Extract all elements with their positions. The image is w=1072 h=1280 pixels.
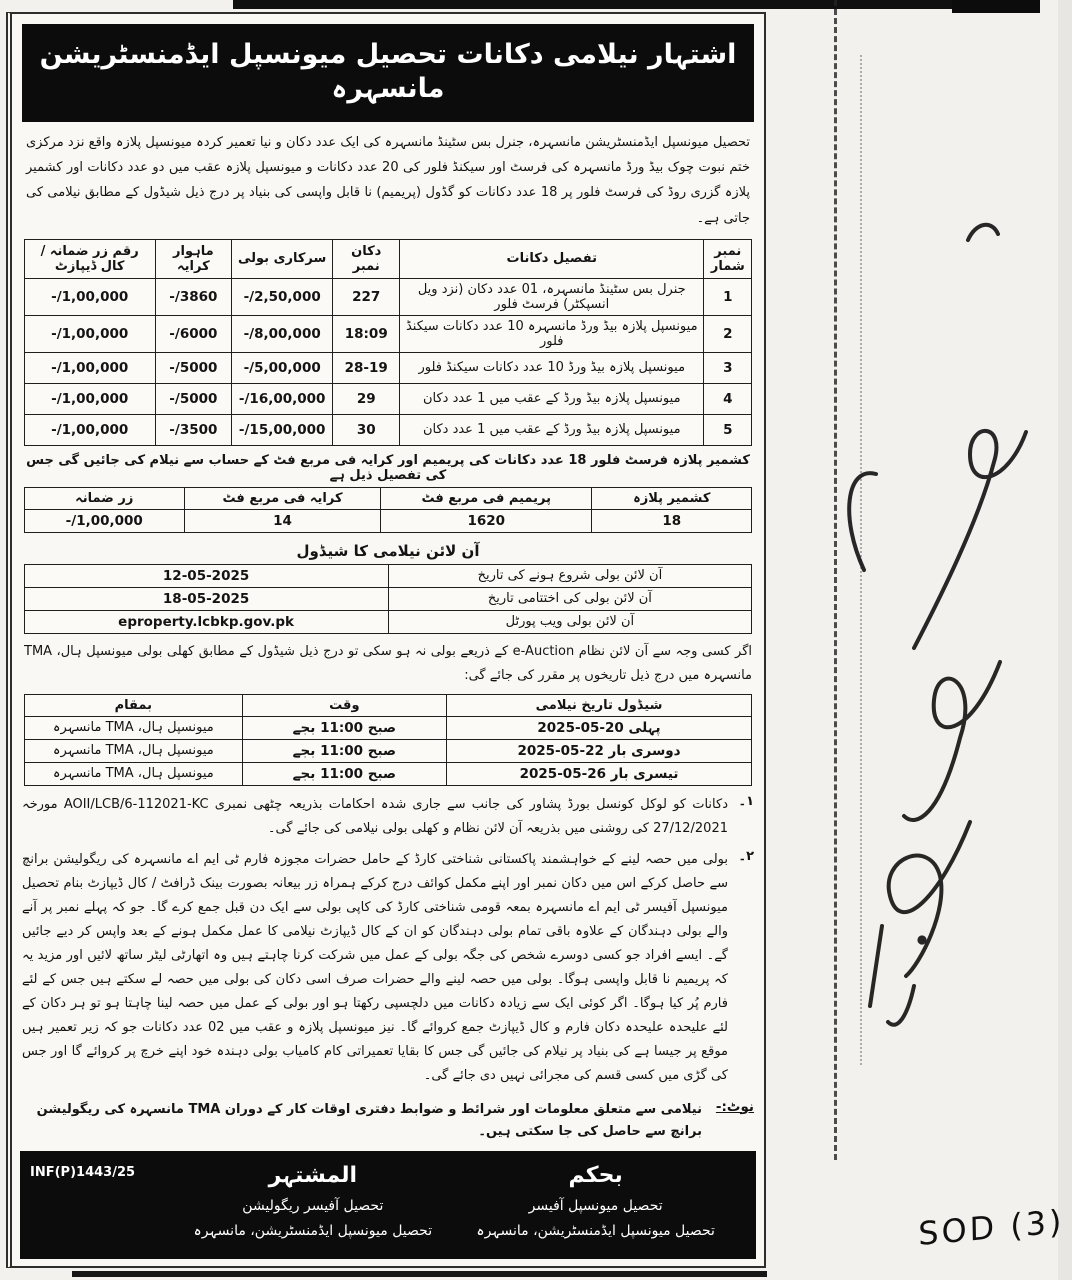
shops-auction-table [24, 239, 753, 446]
advertiser-block [180, 1159, 445, 1245]
cell-monthly-rent: 3860/- [155, 278, 231, 315]
table-row [24, 509, 752, 532]
cell-serial: 5 [704, 414, 752, 445]
cell-time: صبح 11:00 بجے [242, 716, 446, 739]
open-auction-table [24, 694, 753, 786]
cell-venue: میونسپل ہال، TMA مانسہرہ [24, 739, 242, 762]
table-row [24, 352, 752, 383]
col-premium-sqft: پریمیم فی مربع فٹ [381, 487, 592, 509]
note-text: نیلامی سے متعلق معلومات اور شرائط و ضوابط دفتری اوقات کار کے دوران TMA مانسہرہ کی ریگولیشن برانچ سے حاصل کی جا سکتی ہیں۔ [36, 1101, 702, 1139]
scan-edge-strip [233, 0, 1035, 9]
cell-monthly-rent: 3500/- [155, 414, 231, 445]
col-rent-sqft: کرایہ فی مربع فٹ [184, 487, 380, 509]
col-deposit: رقم زر ضمانہ / کال ڈیپازٹ [24, 239, 155, 278]
schedule-label: آن لائن بولی شروع ہونے کی تاریخ [388, 564, 752, 587]
cell-serial: 4 [704, 383, 752, 414]
cell-govt-bid: 8,00,000/- [232, 315, 333, 352]
schedule-value: 18-05-2025 [24, 587, 388, 610]
cell-auction-date: تیسری بار 26-05-2025 [446, 762, 752, 785]
col-monthly-rent: ماہوار کرایہ [155, 239, 231, 278]
col-shop-number: دکان نمبر [333, 239, 400, 278]
term-text: دکانات کو لوکل کونسل بورڈ پشاور کی جانب سے جاری شدہ احکامات بذریعہ چٹھی نمبری AOII/LCB/6-112021-KC مورخہ 27/12/2021 کی روشنی میں بذریعہ آن لائن نظام و کھلی بولی نیلامی کی جائے گی۔ [22, 796, 728, 837]
advertiser-line2: تحصیل میونسپل ایڈمنسٹریشن، مانسہرہ [193, 1222, 433, 1239]
cell-detail: میونسپل پلازہ بیڈ ورڈ 10 عدد دکانات سیکنڈ فلور [400, 352, 704, 383]
table-row [24, 739, 752, 762]
table-row [24, 315, 752, 352]
term-number: ۱۔ [738, 793, 754, 809]
table-header-row [24, 487, 752, 509]
cell-govt-bid: 5,00,000/- [232, 352, 333, 383]
by-order-line1: تحصیل میونسپل آفیسر [528, 1197, 663, 1214]
term-item-2 [22, 848, 754, 1088]
intro-paragraph: تحصیل میونسپل ایڈمنسٹریشن مانسہرہ، جنرل بس سٹینڈ مانسہرہ کی ایک عدد دکان و نیا تعمیر کردہ میونسپل پلازہ واقع نزد مرکزی ختم نبوت چوک بیڈ ورڈ مانسہرہ کی فرسٹ اور سیکنڈ فلور کی 20 عدد دکانات و میونسپل پلازہ عقب میں دو عدد دکانات اور کشمیر پلازہ گزری روڈ کی فرسٹ فلور پر 18 عدد دکانات کو گڈول (پریمیم) نا قابل واپسی کی بنیاد پر درج ذیل شیڈول کے مطابق نیلامی کی جاتی ہے۔ [26, 134, 750, 226]
schedule-value: 12-05-2025 [24, 564, 388, 587]
by-order-block [445, 1159, 746, 1245]
col-detail: تفصیل دکانات [400, 239, 704, 278]
col-security: زر ضمانہ [24, 487, 184, 509]
cell-deposit: 1,00,000/- [24, 278, 155, 315]
cell-venue: میونسپل ہال، TMA مانسہرہ [24, 716, 242, 739]
scan-edge-blob [952, 0, 1040, 13]
col-auction-date: شیڈول تاریخ نیلامی [446, 694, 752, 716]
table-header-row [24, 694, 752, 716]
cell-govt-bid: 2,50,000/- [232, 278, 333, 315]
cell-time: صبح 11:00 بجے [242, 739, 446, 762]
web-portal-url: eproperty.lcbkp.gov.pk [24, 610, 388, 633]
cell-detail: میونسپل پلازہ بیڈ ورڈ مانسہرہ 10 عدد دکانات سیکنڈ فلور [400, 315, 704, 352]
online-schedule-title: آن لائن نیلامی کا شیڈول [296, 541, 480, 560]
table-row [24, 587, 752, 610]
cell-rent: 14 [184, 509, 380, 532]
cell-monthly-rent: 6000/- [155, 315, 231, 352]
handwritten-annotation [818, 170, 1068, 1070]
cell-deposit: 1,00,000/- [24, 352, 155, 383]
schedule-label: آن لائن بولی کی اختتامی تاریخ [388, 587, 752, 610]
table-row [24, 716, 752, 739]
cell-govt-bid: 15,00,000/- [232, 414, 333, 445]
cell-serial: 2 [704, 315, 752, 352]
col-serial: نمبر شمار [704, 239, 752, 278]
table-row [24, 383, 752, 414]
term-number: ۲۔ [738, 849, 754, 865]
scan-bottom-edge [72, 1271, 767, 1277]
schedule-label: آن لائن بولی ویب پورٹل [388, 610, 752, 633]
cell-serial: 1 [704, 278, 752, 315]
cell-deposit: 1,00,000/- [24, 414, 155, 445]
cell-auction-date: پہلی 20-05-2025 [446, 716, 752, 739]
table-header-row [24, 239, 752, 278]
kashmir-plaza-table [24, 487, 753, 533]
advertiser-line1: تحصیل آفیسر ریگولیشن [242, 1197, 384, 1214]
table-row [24, 414, 752, 445]
cell-deposit: 1,00,000/- [24, 315, 155, 352]
fallback-paragraph: اگر کسی وجہ سے آن لائن نظام e-Auction کے ذریعے بولی نہ ہو سکی تو درج ذیل شیڈول کے مطابق کھلی بولی میونسپل ہال، TMA مانسہرہ میں درج ذیل تاریخوں پر مقرر کی جائے گی: [24, 643, 752, 683]
cell-venue: میونسپل ہال، TMA مانسہرہ [24, 762, 242, 785]
cell-shop-number: 28-19 [333, 352, 400, 383]
cell-detail: جنرل بس سٹینڈ مانسہرہ، 01 عدد دکان (نزد ویل انسپکٹر) فرسٹ فلور [400, 278, 704, 315]
cell-shop-count: 18 [592, 509, 752, 532]
col-govt-bid: سرکاری بولی [232, 239, 333, 278]
auction-notice-document [6, 12, 766, 1268]
table-row [24, 278, 752, 315]
cell-premium: 1620 [381, 509, 592, 532]
col-time: وقت [242, 694, 446, 716]
cell-deposit: 1,00,000/- [24, 383, 155, 414]
cell-detail: میونسپل پلازہ بیڈ ورڈ کے عقب میں 1 عدد دکان [400, 414, 704, 445]
by-order-title: بحکم [568, 1162, 623, 1188]
col-kashmir-plaza: کشمیر پلازہ [592, 487, 752, 509]
inf-reference: INF(P)1443/25 [30, 1164, 136, 1180]
cell-monthly-rent: 5000/- [155, 352, 231, 383]
cell-serial: 3 [704, 352, 752, 383]
cell-shop-number: 18:09 [333, 315, 400, 352]
online-schedule-table [24, 564, 753, 634]
by-order-line2: تحصیل میونسپل ایڈمنسٹریشن، مانسہرہ [476, 1222, 715, 1239]
advertiser-title: المشتہر [268, 1162, 358, 1188]
term-item-1 [22, 793, 754, 841]
table-row [24, 564, 752, 587]
note-row [22, 1099, 754, 1143]
cell-auction-date: دوسری بار 22-05-2025 [446, 739, 752, 762]
cell-time: صبح 11:00 بجے [242, 762, 446, 785]
handwritten-stamp: SOD (3) [917, 1202, 1065, 1254]
cell-govt-bid: 16,00,000/- [232, 383, 333, 414]
kashmir-plaza-note: کشمیر پلازہ فرسٹ فلور 18 عدد دکانات کی پریمیم اور کرایہ فی مربع فٹ کے حساب سے نیلام کی جائیں گی جس کی تفصیل ذیل ہے [26, 452, 750, 483]
notice-title-banner: اشتہار نیلامی دکانات تحصیل میونسپل ایڈمنسٹریشن مانسہرہ [22, 24, 754, 122]
cell-security: 1,00,000/- [24, 509, 184, 532]
cell-detail: میونسپل پلازہ بیڈ ورڈ کے عقب میں 1 عدد دکان [400, 383, 704, 414]
note-label: نوٹ:- [715, 1098, 754, 1115]
col-venue: بمقام [24, 694, 242, 716]
table-row [24, 610, 752, 633]
footer-black-bar [20, 1151, 756, 1259]
term-text: بولی میں حصہ لینے کے خواہشمند پاکستانی شناختی کارڈ کے حامل حضرات مجوزہ فارم ٹی ایم اے مانسہرہ کی ریگولیشن برانچ سے حاصل کرکے اس میں دکان نمبر اور اپنے مکمل کوائف درج کرکے ہمراہ زر بیعانہ بصورت بینک ڈرافٹ / کال ڈیپازٹ بنام تحصیل میونسپل آفیسر ٹی ایم اے مانسہرہ بمعہ قومی شناختی کارڈ کی کاپی بولی سے ایک دن قبل جمع کرے گا۔ جو کہ پہلے نمبر پر آنے والے بولی دہندگان کے علاوہ باقی تمام بولی دہندگان کو ان کے کال ڈیپازٹ نیلامی کا عمل مکمل ہونے کے بعد واپس کر دیے جائیں گے۔ ایسے افراد جو کسی دوسرے شخص کی جگہ بولی کے عمل میں شرکت کرنا چاہتے ہیں وہ اتھارٹی لیٹر ساتھ لائیں اور مزید یہ کہ پریمیم نا قابل واپسی ہوگا۔ بولی میں حصہ لینے والے حضرات صرف اسی دکان کی بولی میں حصہ لے سکتے ہیں جس کے لئے فارم پُر کیا ہوگا۔ اگر کوئی ایک سے زیادہ دکانات میں دلچسپی رکھتا ہو اور بولی کے عمل میں حصہ لینا چاہتا ہو تو ہر دکان کے لئے علیحدہ علیحدہ دکان فارم و کال ڈیپازٹ جمع کروائے گا۔ نیز میونسپل پلازہ و عقب میں 02 عدد دکانات جو کہ زیر تعمیر ہیں موقع پر جیسا ہے کی بنیاد پر نیلام کی جائیں گی جس کا بقایا تعمیراتی کام کامیاب بولی دہندہ خود اپنے خرچ پر کروائے گا اور جس کی گڑی میں کسی قسم کی مجرائی نہیں دی جائے گی۔ [22, 852, 728, 1084]
cell-shop-number: 227 [333, 278, 400, 315]
cell-shop-number: 29 [333, 383, 400, 414]
cell-shop-number: 30 [333, 414, 400, 445]
cell-monthly-rent: 5000/- [155, 383, 231, 414]
table-row [24, 762, 752, 785]
